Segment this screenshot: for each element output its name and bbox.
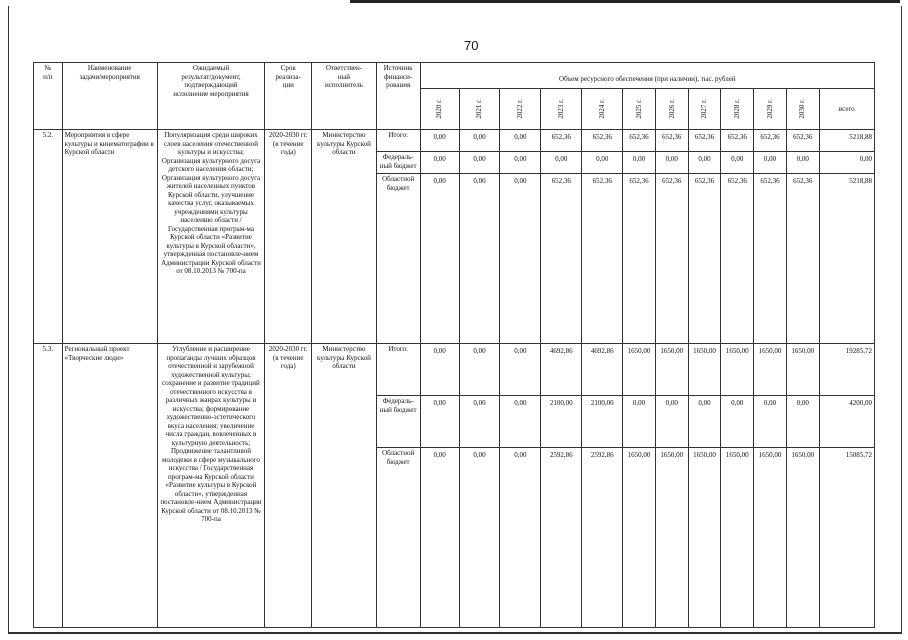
row-name: Мероприятия в сфере культуры и кинематографии в Курской области — [62, 130, 157, 344]
value-cell: 652,36 — [582, 130, 623, 152]
row-executor: Министерство культуры Курской области — [312, 130, 376, 344]
header-year-label: 2029 г. — [765, 99, 774, 119]
source-label: Итого: — [376, 130, 420, 152]
value-cell: 0,00 — [500, 396, 541, 448]
value-cell: 2592,86 — [582, 448, 623, 628]
value-cell: 652,36 — [541, 130, 582, 152]
value-cell: 652,36 — [721, 174, 754, 344]
value-cell: 0,00 — [420, 396, 459, 448]
value-cell: 1650,00 — [754, 344, 787, 396]
resource-table — [33, 62, 875, 628]
table-row — [34, 344, 875, 396]
header-year — [786, 89, 819, 130]
value-cell: 0,00 — [459, 152, 500, 174]
value-cell: 0,00 — [459, 448, 500, 628]
value-cell: 0,00 — [754, 152, 787, 174]
value-cell: 0,00 — [786, 396, 819, 448]
value-cell: 1650,00 — [655, 344, 688, 396]
source-label: Федераль-ный бюджет — [376, 152, 420, 174]
header-year — [754, 89, 787, 130]
value-cell: 652,36 — [623, 130, 656, 152]
value-cell: 0,00 — [655, 152, 688, 174]
value-cell: 0,00 — [459, 344, 500, 396]
header-year — [420, 89, 459, 130]
value-cell: 0,00 — [721, 152, 754, 174]
header-year-label: 2020 г. — [435, 99, 444, 119]
header-year-label: 2028 г. — [732, 99, 741, 119]
header-year-label: 2025 г. — [634, 99, 643, 119]
value-cell: 1650,00 — [688, 344, 721, 396]
header-num: № п/п — [34, 63, 63, 130]
row-result: Популяризация среди широких слоев населения отечественной культуры и искусства; Организация культурного досуга детского населения области; Организация культурного досуга жителей населенных пунктов Курской области, улучшение качества услуг, оказываемых учреждениями культуры населению области / Государственная програм-ма Курской области «Развитие культуры в Курской области», утвержденная постановле-нием Администрации Курской области от 08.10.2013 № 700-па — [157, 130, 264, 344]
value-cell: 2592,86 — [541, 448, 582, 628]
header-result: Ожидаемый результат/документ, подтверждающий исполнение мероприятия — [157, 63, 264, 130]
row-name: Региональный проект «Творческие люди» — [62, 344, 157, 628]
value-cell: 0,00 — [500, 174, 541, 344]
value-cell: 652,36 — [582, 174, 623, 344]
value-cell: 652,36 — [786, 174, 819, 344]
value-cell: 0,00 — [420, 448, 459, 628]
value-cell: 0,00 — [500, 344, 541, 396]
value-cell: 1650,00 — [623, 344, 656, 396]
total-cell: 19285,72 — [819, 344, 874, 396]
header-year-label: 2026 г. — [667, 99, 676, 119]
value-cell: 0,00 — [754, 396, 787, 448]
header-year-label: 2030 г. — [798, 99, 807, 119]
value-cell: 0,00 — [459, 174, 500, 344]
value-cell: 0,00 — [655, 396, 688, 448]
value-cell: 0,00 — [688, 396, 721, 448]
header-source: Источник финанси- рования — [376, 63, 420, 130]
value-cell: 0,00 — [459, 130, 500, 152]
value-cell: 652,36 — [655, 174, 688, 344]
header-term: Срок реализа- ции — [265, 63, 312, 130]
source-label: Областной бюджет — [376, 448, 420, 628]
value-cell: 652,36 — [754, 130, 787, 152]
value-cell: 4692,86 — [582, 344, 623, 396]
value-cell: 1650,00 — [721, 344, 754, 396]
value-cell: 0,00 — [786, 152, 819, 174]
row-term: 2020-2030 гг. (в течение года) — [265, 344, 312, 628]
value-cell: 0,00 — [500, 130, 541, 152]
row-executor: Министерство культуры Курской области — [312, 344, 376, 628]
value-cell: 1650,00 — [786, 448, 819, 628]
value-cell: 652,36 — [655, 130, 688, 152]
total-cell: 5218,88 — [819, 130, 874, 152]
header-year-label: 2022 г. — [516, 99, 525, 119]
total-cell: 4200,00 — [819, 396, 874, 448]
value-cell: 1650,00 — [623, 448, 656, 628]
table-row — [34, 130, 875, 152]
header-name: Наименование задачи/мероприятия — [62, 63, 157, 130]
header-year — [459, 89, 500, 130]
header-volume: Объем ресурсного обеспечения (при наличии), тыс. рублей — [420, 63, 874, 89]
header-year — [688, 89, 721, 130]
value-cell: 1650,00 — [721, 448, 754, 628]
value-cell: 2100,00 — [541, 396, 582, 448]
total-cell: 0,00 — [819, 152, 874, 174]
total-cell: 15085,72 — [819, 448, 874, 628]
value-cell: 0,00 — [582, 152, 623, 174]
value-cell: 652,36 — [688, 130, 721, 152]
header-year — [582, 89, 623, 130]
value-cell: 0,00 — [721, 396, 754, 448]
value-cell: 0,00 — [623, 152, 656, 174]
value-cell: 0,00 — [623, 396, 656, 448]
header-executor: Ответствен- ный исполнитель — [312, 63, 376, 130]
header-year — [721, 89, 754, 130]
value-cell: 652,36 — [721, 130, 754, 152]
header-year-label: 2027 г. — [700, 99, 709, 119]
source-label: Областной бюджет — [376, 174, 420, 344]
header-year-label: 2024 г. — [597, 99, 606, 119]
header-year-label: 2021 г. — [475, 99, 484, 119]
row-result: Углубление и расширение пропаганды лучших образцов отечественной и зарубежной художественной культуры; сохранение и развитие традиций отечественного искусства в различных жанрах культуры и искусства; формирование художественно-эстетического вкуса населения; увеличение числа граждан, вовлеченных в культурную деятельность; Продвижение талантливой молодежи в сфере музыкального искусства / Государственная програм-ма Курской области «Развитие культуры в Курской области», утвержденная постановле-нием Администрации Курской области от 08.10.2013 № 700-па — [157, 344, 264, 628]
header-year — [655, 89, 688, 130]
value-cell: 652,36 — [623, 174, 656, 344]
value-cell: 652,36 — [786, 130, 819, 152]
total-cell: 5218,88 — [819, 174, 874, 344]
value-cell: 652,36 — [754, 174, 787, 344]
value-cell: 1650,00 — [655, 448, 688, 628]
header-year — [623, 89, 656, 130]
row-num: 5.2. — [34, 130, 63, 344]
header-year — [541, 89, 582, 130]
value-cell: 2100,00 — [582, 396, 623, 448]
value-cell: 652,36 — [688, 174, 721, 344]
page-number: 70 — [464, 38, 479, 53]
value-cell: 1650,00 — [754, 448, 787, 628]
header-year — [500, 89, 541, 130]
header-year-label: 2023 г. — [557, 99, 566, 119]
source-label: Федераль-ный бюджет — [376, 396, 420, 448]
value-cell: 0,00 — [459, 396, 500, 448]
value-cell: 0,00 — [688, 152, 721, 174]
value-cell: 0,00 — [500, 448, 541, 628]
value-cell: 0,00 — [420, 152, 459, 174]
value-cell: 4692,86 — [541, 344, 582, 396]
value-cell: 1650,00 — [688, 448, 721, 628]
value-cell: 1650,00 — [786, 344, 819, 396]
value-cell: 0,00 — [500, 152, 541, 174]
value-cell: 652,36 — [541, 174, 582, 344]
header-total: всего — [819, 89, 874, 130]
value-cell: 0,00 — [420, 344, 459, 396]
value-cell: 0,00 — [420, 174, 459, 344]
value-cell: 0,00 — [420, 130, 459, 152]
scan-top-edge — [350, 0, 900, 3]
row-term: 2020-2030 гг. (в течение года) — [265, 130, 312, 344]
value-cell: 0,00 — [541, 152, 582, 174]
source-label: Итого: — [376, 344, 420, 396]
row-num: 5.3. — [34, 344, 63, 628]
